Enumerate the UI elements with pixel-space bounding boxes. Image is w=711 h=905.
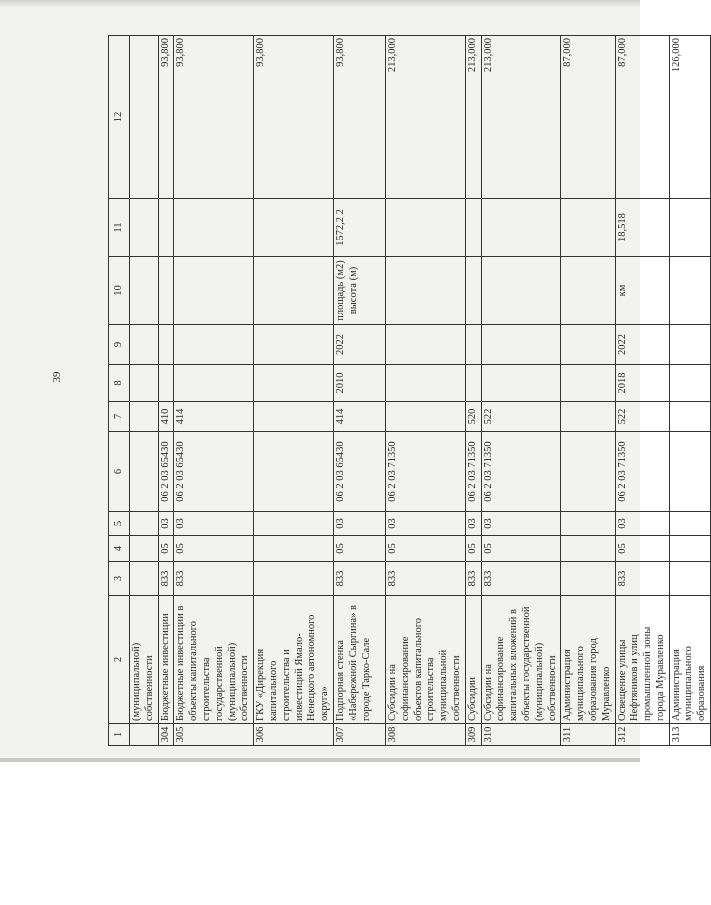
cell-col-1: 304 [158,724,174,746]
table-row [669,36,710,746]
cell-col-2: Субсидии на софинансирование объектов капитального строительства муниципальной собственности [385,596,465,724]
cell-col-12: 126,000 [669,36,710,199]
scan-shadow [0,0,640,8]
cell-col-12: 213,000 [465,36,481,199]
cell-col-11 [669,199,710,257]
cell-col-7: 414 [174,402,254,432]
table-row [333,36,385,746]
cell-col-12: 87,000 [561,36,615,199]
cell-col-5: 03 [158,512,174,536]
cell-col-6 [130,432,159,512]
col-header: 2 [109,596,130,724]
cell-col-5: 03 [465,512,481,536]
cell-col-3: 833 [333,562,385,596]
cell-col-2: Администрация муниципального образования [669,596,710,724]
cell-col-2: Субсидии [465,596,481,724]
cell-col-3 [561,562,615,596]
cell-col-9: 2022 [333,325,385,365]
cell-col-10 [465,257,481,325]
col-header: 8 [109,365,130,402]
cell-col-4 [254,536,334,562]
cell-col-4: 05 [333,536,385,562]
cell-col-8 [465,365,481,402]
cell-col-11 [158,199,174,257]
cell-col-2: Субсидии на софинансирование капитальных вложений в объекты государственной (муниципальной) собственности [481,596,561,724]
cell-col-9 [481,325,561,365]
cell-col-5: 03 [481,512,561,536]
cell-col-12: 213,000 [385,36,465,199]
col-header: 11 [109,199,130,257]
cell-col-11 [130,199,159,257]
cell-col-12: 93,800 [158,36,174,199]
cell-col-8 [385,365,465,402]
cell-col-10 [561,257,615,325]
cell-col-9 [254,325,334,365]
cell-col-6: 06 2 03 71350 [385,432,465,512]
table-row [130,36,159,746]
cell-col-4: 05 [385,536,465,562]
col-header: 3 [109,562,130,596]
cell-col-8 [158,365,174,402]
cell-col-7: 522 [615,402,669,432]
table-row [174,36,254,746]
cell-col-3: 833 [481,562,561,596]
cell-col-9 [385,325,465,365]
cell-col-12: 93,800 [333,36,385,199]
cell-col-1: 312 [615,724,669,746]
cell-col-5 [130,512,159,536]
cell-col-10 [669,257,710,325]
cell-col-7: 410 [158,402,174,432]
cell-col-11 [561,199,615,257]
cell-col-11 [385,199,465,257]
cell-col-5 [254,512,334,536]
cell-col-2: Бюджетные инвестиции [158,596,174,724]
cell-col-10 [385,257,465,325]
col-header: 6 [109,432,130,512]
table-row [561,36,615,746]
cell-col-2: Подпорная стенка «Набережной Сыргина» в городе Тарко-Сале [333,596,385,724]
cell-col-6 [669,432,710,512]
cell-col-4: 05 [465,536,481,562]
cell-col-8: 2018 [615,365,669,402]
cell-col-8: 2010 [333,365,385,402]
cell-col-4: 05 [481,536,561,562]
cell-col-11 [481,199,561,257]
cell-col-10: км [615,257,669,325]
cell-col-12: 213,000 [481,36,561,199]
col-header: 12 [109,36,130,199]
cell-col-3 [669,562,710,596]
table-row [481,36,561,746]
cell-col-3 [254,562,334,596]
cell-col-5: 03 [615,512,669,536]
cell-col-6: 06 2 03 71350 [465,432,481,512]
cell-col-10 [254,257,334,325]
cell-col-10 [130,257,159,325]
cell-col-4: 05 [615,536,669,562]
cell-col-3 [130,562,159,596]
cell-col-9 [158,325,174,365]
cell-col-7 [561,402,615,432]
cell-col-5 [669,512,710,536]
cell-col-1: 307 [333,724,385,746]
cell-col-6: 06 2 03 71350 [615,432,669,512]
cell-col-6 [561,432,615,512]
col-header: 4 [109,536,130,562]
cell-col-10 [481,257,561,325]
cell-col-4 [130,536,159,562]
cell-col-1: 313 [669,724,710,746]
cell-col-8 [174,365,254,402]
cell-col-2: Освещение улицы Нефтяников и улиц промышленной зоны города Муравленко [615,596,669,724]
cell-col-8 [669,365,710,402]
cell-col-2: (муниципальной) собственности [130,596,159,724]
cell-col-7: 520 [465,402,481,432]
cell-col-7 [669,402,710,432]
cell-col-5: 03 [385,512,465,536]
cell-col-9 [669,325,710,365]
budget-table-rotated [108,36,708,746]
cell-col-8 [254,365,334,402]
table-body [130,36,711,746]
cell-col-4: 05 [174,536,254,562]
cell-col-9: 2022 [615,325,669,365]
cell-col-1: 308 [385,724,465,746]
cell-col-9 [174,325,254,365]
cell-col-7 [385,402,465,432]
col-header: 1 [109,724,130,746]
cell-col-5 [561,512,615,536]
cell-col-11: 1572,2 2 [333,199,385,257]
cell-col-4 [669,536,710,562]
cell-col-2: Администрация муниципального образования город Муравленко [561,596,615,724]
cell-col-1: 305 [174,724,254,746]
cell-col-1 [130,724,159,746]
cell-col-1: 306 [254,724,334,746]
cell-col-6: 06 2 03 71350 [481,432,561,512]
page-number: 39 [51,371,63,383]
cell-col-11 [254,199,334,257]
col-header: 9 [109,325,130,365]
cell-col-9 [130,325,159,365]
cell-col-12 [130,36,159,199]
budget-table-frame [108,36,708,746]
cell-col-2: ГКУ «Дирекция капитального строительства и инвестиций Ямало-Ненецкого автономного округа» [254,596,334,724]
cell-col-7 [130,402,159,432]
cell-col-7: 414 [333,402,385,432]
cell-col-1: 310 [481,724,561,746]
cell-col-3: 833 [174,562,254,596]
col-header: 7 [109,402,130,432]
table-row [385,36,465,746]
cell-col-3: 833 [158,562,174,596]
table-row [615,36,669,746]
table-header-row [109,36,130,746]
cell-col-8 [481,365,561,402]
cell-col-4 [561,536,615,562]
cell-col-10: площадь (м2) высота (м) [333,257,385,325]
cell-col-3: 833 [615,562,669,596]
table-row [254,36,334,746]
cell-col-12: 87,000 [615,36,669,199]
cell-col-5: 03 [333,512,385,536]
cell-col-5: 03 [174,512,254,536]
cell-col-10 [158,257,174,325]
cell-col-9 [465,325,481,365]
cell-col-8 [561,365,615,402]
cell-col-4: 05 [158,536,174,562]
budget-table [108,35,711,746]
cell-col-6: 06 2 03 65430 [174,432,254,512]
col-header: 10 [109,257,130,325]
col-header: 5 [109,512,130,536]
cell-col-1: 309 [465,724,481,746]
cell-col-6: 06 2 03 65430 [158,432,174,512]
cell-col-3: 833 [385,562,465,596]
cell-col-10 [174,257,254,325]
cell-col-7: 522 [481,402,561,432]
cell-col-1: 311 [561,724,615,746]
cell-col-6: 06 2 03 65430 [333,432,385,512]
cell-col-3: 833 [465,562,481,596]
table-row [158,36,174,746]
cell-col-12: 93,800 [254,36,334,199]
cell-col-7 [254,402,334,432]
cell-col-6 [254,432,334,512]
cell-col-11: 18,518 [615,199,669,257]
cell-col-2: Бюджетные инвестиции в объекты капитального строительства государственной (муниципальной) собственности [174,596,254,724]
scan-edge [0,758,640,762]
cell-col-12: 93,800 [174,36,254,199]
table-row [465,36,481,746]
cell-col-11 [174,199,254,257]
cell-col-8 [130,365,159,402]
cell-col-9 [561,325,615,365]
cell-col-11 [465,199,481,257]
